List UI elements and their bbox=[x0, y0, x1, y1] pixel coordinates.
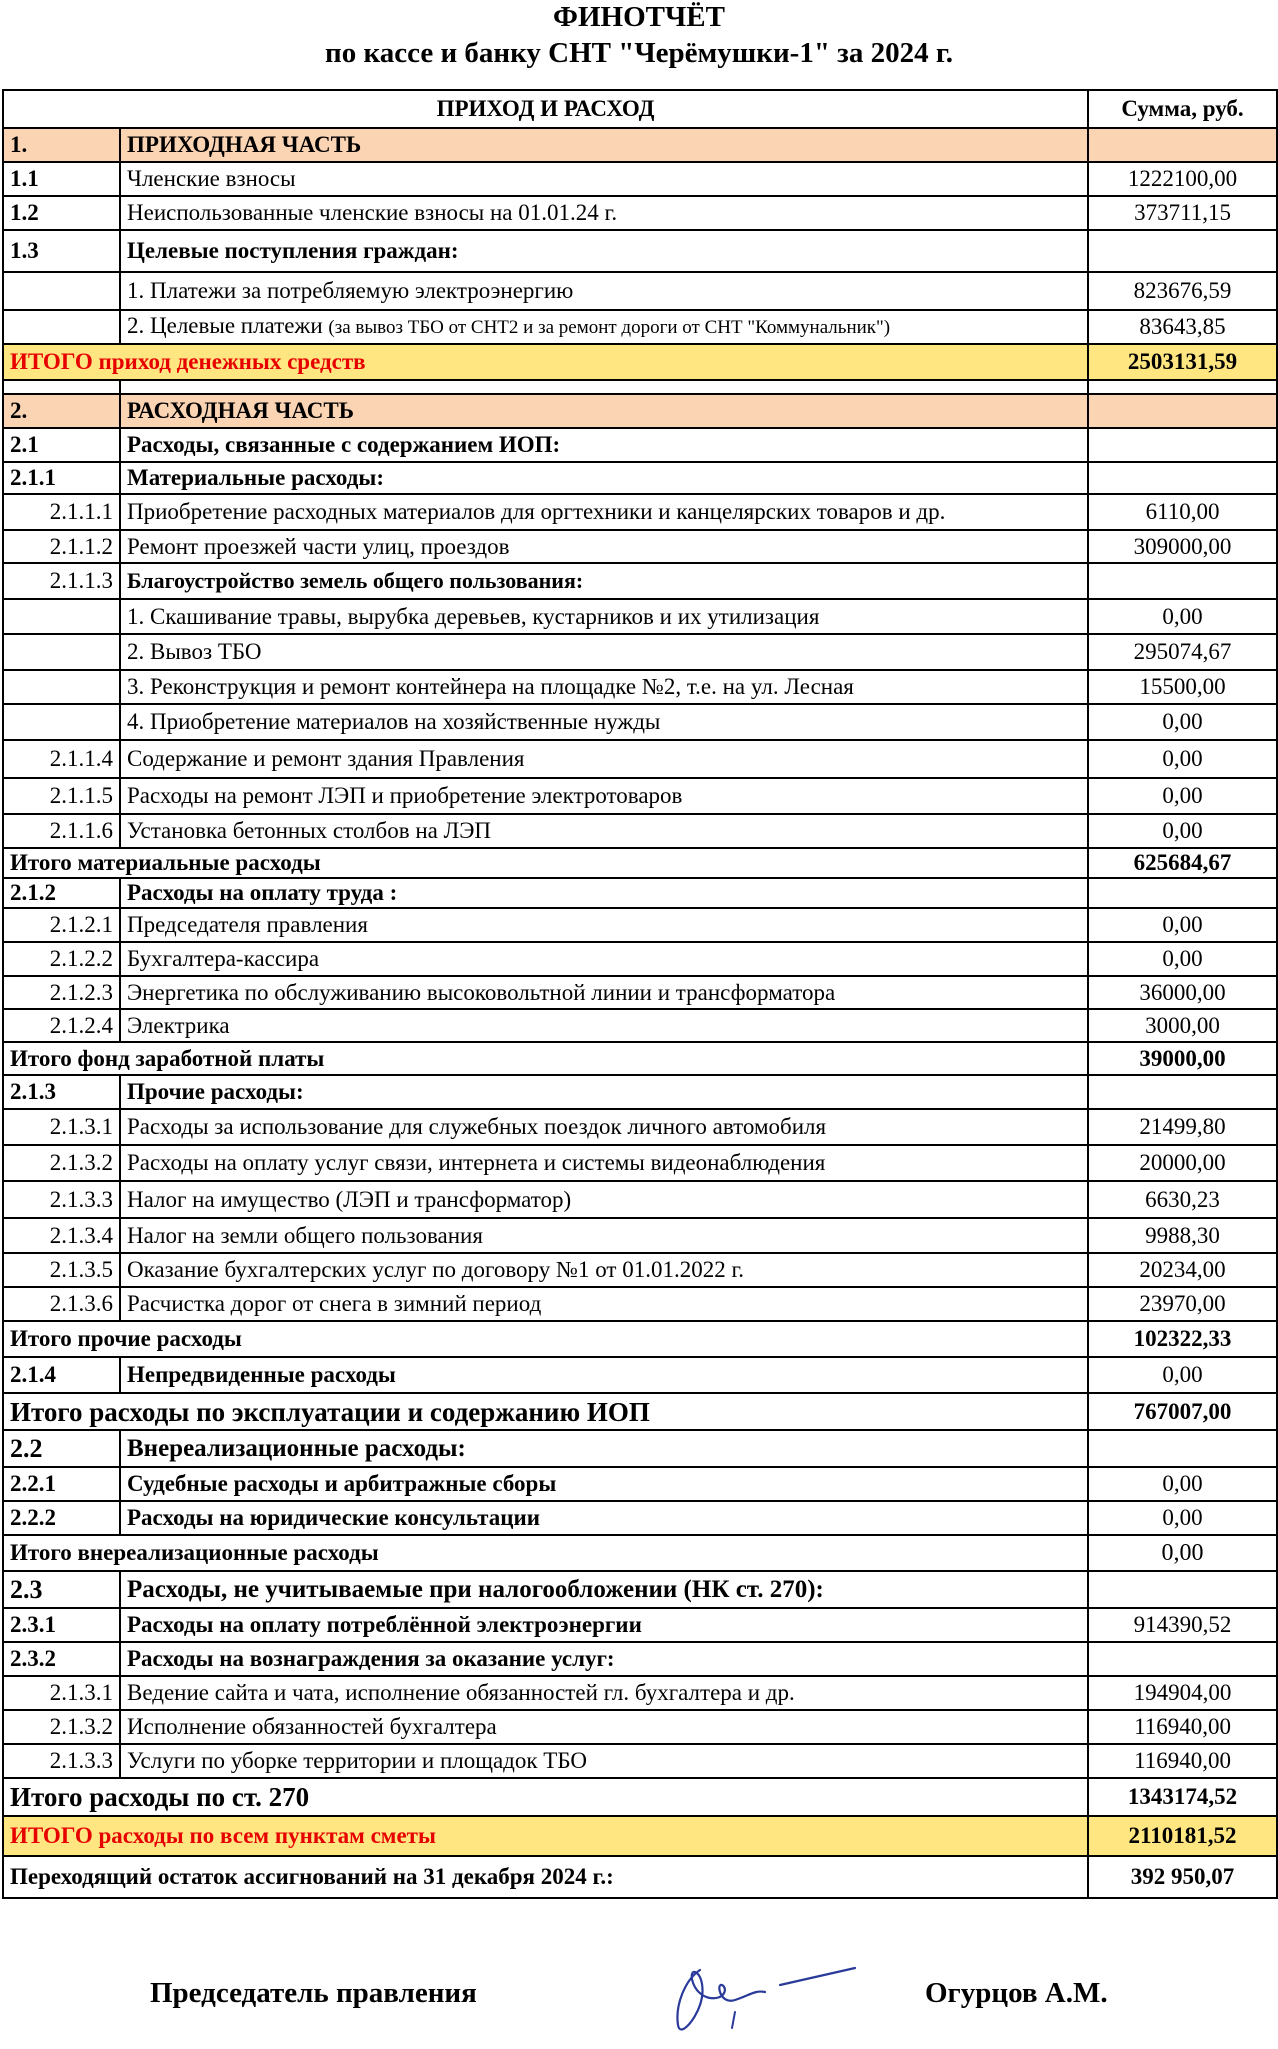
row-number: 2.1.2.1 bbox=[3, 908, 120, 942]
row-number: 2.1.3.5 bbox=[3, 1253, 120, 1287]
expense-total-amount: 2110181,52 bbox=[1088, 1816, 1277, 1856]
table-row bbox=[3, 1253, 1277, 1287]
income-total-label: ИТОГО приход денежных средств bbox=[3, 344, 1088, 380]
row-number: 2.2 bbox=[3, 1430, 120, 1467]
row-label: Расходы, связанные с содержанием ИОП: bbox=[120, 428, 1088, 462]
row-number: 2.1.3.1 bbox=[3, 1109, 120, 1145]
row-number: 2.1.3.3 bbox=[3, 1181, 120, 1218]
row-amount: 20000,00 bbox=[1088, 1145, 1277, 1181]
row-number bbox=[3, 310, 120, 344]
row-number: 2.1.2.4 bbox=[3, 1009, 120, 1042]
table-row bbox=[3, 494, 1277, 530]
row-amount: 309000,00 bbox=[1088, 530, 1277, 563]
table-row bbox=[3, 162, 1277, 196]
row-amount: 914390,52 bbox=[1088, 1608, 1277, 1642]
subsection-row bbox=[3, 462, 1277, 494]
row-label: Членские взносы bbox=[120, 162, 1088, 196]
table-row bbox=[3, 1287, 1277, 1321]
row-label: Расходы на оплату услуг связи, интернета и системы видеонаблюдения bbox=[120, 1145, 1088, 1181]
table-row bbox=[3, 272, 1277, 310]
row-amount: 0,00 bbox=[1088, 1357, 1277, 1393]
row-label: 1. Скашивание травы, вырубка деревьев, кустарников и их утилизация bbox=[120, 599, 1088, 634]
table-row bbox=[3, 814, 1277, 848]
row-amount bbox=[1088, 563, 1277, 599]
subtotal-label: Итого внереализационные расходы bbox=[3, 1535, 1088, 1571]
row-label: Неиспользованные членские взносы на 01.01.24 г. bbox=[120, 196, 1088, 230]
row-number: 2.1.2.3 bbox=[3, 976, 120, 1009]
row-label: Расходы на оплату потреблённой электроэнергии bbox=[120, 1608, 1088, 1642]
row-amount: 0,00 bbox=[1088, 908, 1277, 942]
row-amount: 194904,00 bbox=[1088, 1676, 1277, 1710]
row-amount bbox=[1088, 878, 1277, 908]
table-row bbox=[3, 704, 1277, 740]
row-number: 2.1.1.1 bbox=[3, 494, 120, 530]
row-amount: 823676,59 bbox=[1088, 272, 1277, 310]
table-row bbox=[3, 1181, 1277, 1218]
spacer-cell bbox=[1088, 380, 1277, 394]
row-label: Расходы на вознаграждения за оказание услуг: bbox=[120, 1642, 1088, 1676]
row-label: Ведение сайта и чата, исполнение обязанностей гл. бухгалтера и др. bbox=[120, 1676, 1088, 1710]
row-amount: 9988,30 bbox=[1088, 1218, 1277, 1253]
expense-total-row bbox=[3, 1816, 1277, 1856]
row-amount bbox=[1088, 462, 1277, 494]
table-row bbox=[3, 908, 1277, 942]
subtotal-amount: 1343174,52 bbox=[1088, 1778, 1277, 1816]
row-number: 2.3.2 bbox=[3, 1642, 120, 1676]
subtotal-row bbox=[3, 1042, 1277, 1075]
row-label: Расходы, не учитываемые при налогообложении (НК ст. 270): bbox=[120, 1571, 1088, 1608]
table-row bbox=[3, 976, 1277, 1009]
row-amount bbox=[1088, 1430, 1277, 1467]
row-label: Расходы на оплату труда : bbox=[120, 878, 1088, 908]
subtotal-label: Итого расходы по эксплуатации и содержанию ИОП bbox=[3, 1393, 1088, 1430]
row-amount: 3000,00 bbox=[1088, 1009, 1277, 1042]
row-label: Внереализационные расходы: bbox=[120, 1430, 1088, 1467]
row-amount: 23970,00 bbox=[1088, 1287, 1277, 1321]
row-label: Прочие расходы: bbox=[120, 1075, 1088, 1109]
subsection-row bbox=[3, 1075, 1277, 1109]
subtotal-label: Итого фонд заработной платы bbox=[3, 1042, 1088, 1075]
row-label: Непредвиденные расходы bbox=[120, 1357, 1088, 1393]
row-number: 2.2.2 bbox=[3, 1501, 120, 1535]
row-label: Бухгалтера-кассира bbox=[120, 942, 1088, 976]
row-amount bbox=[1088, 1642, 1277, 1676]
section-row-income bbox=[3, 128, 1277, 162]
row-label: Налог на земли общего пользования bbox=[120, 1218, 1088, 1253]
row-amount: 21499,80 bbox=[1088, 1109, 1277, 1145]
expense-total-label: ИТОГО расходы по всем пунктам сметы bbox=[3, 1816, 1088, 1856]
subsection-row bbox=[3, 1571, 1277, 1608]
row-number: 2.1.2.2 bbox=[3, 942, 120, 976]
row-amount: 373711,15 bbox=[1088, 196, 1277, 230]
row-label: Расходы на юридические консультации bbox=[120, 1501, 1088, 1535]
table-row bbox=[3, 563, 1277, 599]
row-number: 2.1.4 bbox=[3, 1357, 120, 1393]
signature-image bbox=[640, 1950, 870, 2045]
row-amount bbox=[1088, 230, 1277, 272]
page-subtitle: по кассе и банку СНТ "Черёмушки-1" за 2024 г. bbox=[325, 37, 953, 69]
subtotal-label: Итого материальные расходы bbox=[3, 848, 1088, 878]
table-row bbox=[3, 670, 1277, 704]
subtotal-row bbox=[3, 1778, 1277, 1816]
table-row bbox=[3, 1218, 1277, 1253]
table-row bbox=[3, 196, 1277, 230]
table-row bbox=[3, 1744, 1277, 1778]
row-label: Содержание и ремонт здания Правления bbox=[120, 740, 1088, 778]
row-amount: 0,00 bbox=[1088, 1501, 1277, 1535]
row-amount bbox=[1088, 1075, 1277, 1109]
table-header-row bbox=[3, 90, 1277, 128]
row-label: Материальные расходы: bbox=[120, 462, 1088, 494]
section-number: 2. bbox=[3, 394, 120, 428]
row-amount: 0,00 bbox=[1088, 942, 1277, 976]
row-label: Судебные расходы и арбитражные сборы bbox=[120, 1467, 1088, 1501]
subtotal-row bbox=[3, 1393, 1277, 1430]
row-amount: 36000,00 bbox=[1088, 976, 1277, 1009]
row-label: Председателя правления bbox=[120, 908, 1088, 942]
subsection-row bbox=[3, 878, 1277, 908]
table-row bbox=[3, 942, 1277, 976]
row-number: 1.1 bbox=[3, 162, 120, 196]
row-number bbox=[3, 670, 120, 704]
row-amount: 0,00 bbox=[1088, 1467, 1277, 1501]
signatory-name: Огурцов А.М. bbox=[925, 1977, 1108, 2009]
row-label: 3. Реконструкция и ремонт контейнера на площадке №2, т.е. на ул. Лесная bbox=[120, 670, 1088, 704]
row-number: 2.1 bbox=[3, 428, 120, 462]
section-amount bbox=[1088, 394, 1277, 428]
finance-table bbox=[2, 89, 1278, 1899]
spacer-cell bbox=[3, 380, 120, 394]
row-number bbox=[3, 704, 120, 740]
table-row bbox=[3, 230, 1277, 272]
row-amount: 15500,00 bbox=[1088, 670, 1277, 704]
subtotal-label: Итого расходы по ст. 270 bbox=[3, 1778, 1088, 1816]
subtotal-amount: 39000,00 bbox=[1088, 1042, 1277, 1075]
table-row bbox=[3, 740, 1277, 778]
balance-label: Переходящий остаток ассигнований на 31 декабря 2024 г.: bbox=[3, 1856, 1088, 1898]
section-amount bbox=[1088, 128, 1277, 162]
row-number: 2.1.3.6 bbox=[3, 1287, 120, 1321]
subtotal-row bbox=[3, 1535, 1277, 1571]
table-row bbox=[3, 1009, 1277, 1042]
row-number: 2.1.2 bbox=[3, 878, 120, 908]
table-row bbox=[3, 1145, 1277, 1181]
subsection-row bbox=[3, 428, 1277, 462]
income-total-amount: 2503131,59 bbox=[1088, 344, 1277, 380]
row-label bbox=[120, 310, 1088, 344]
table-row bbox=[3, 1501, 1277, 1535]
row-label: Электрика bbox=[120, 1009, 1088, 1042]
row-label: Оказание бухгалтерских услуг по договору №1 от 01.01.2022 г. bbox=[120, 1253, 1088, 1287]
subtotal-amount: 0,00 bbox=[1088, 1535, 1277, 1571]
row-number: 2.1.3.3 bbox=[3, 1744, 120, 1778]
row-label-main: 2. Целевые платежи bbox=[127, 313, 329, 338]
subsection-row bbox=[3, 1430, 1277, 1467]
table-row bbox=[3, 778, 1277, 814]
subtotal-label: Итого прочие расходы bbox=[3, 1321, 1088, 1357]
row-number: 2.1.1 bbox=[3, 462, 120, 494]
section-title: ПРИХОДНАЯ ЧАСТЬ bbox=[120, 128, 1088, 162]
table-row bbox=[3, 1608, 1277, 1642]
table-row bbox=[3, 599, 1277, 634]
subtotal-amount: 625684,67 bbox=[1088, 848, 1277, 878]
row-number: 2.1.1.2 bbox=[3, 530, 120, 563]
subtotal-amount: 102322,33 bbox=[1088, 1321, 1277, 1357]
row-label: Расчистка дорог от снега в зимний период bbox=[120, 1287, 1088, 1321]
row-label: Исполнение обязанностей бухгалтера bbox=[120, 1710, 1088, 1744]
table-row bbox=[3, 634, 1277, 670]
signatory-position: Председатель правления bbox=[150, 1977, 477, 2009]
subsection-row bbox=[3, 1642, 1277, 1676]
row-label: Услуги по уборке территории и площадок ТБО bbox=[120, 1744, 1088, 1778]
row-number: 2.1.1.5 bbox=[3, 778, 120, 814]
table-row bbox=[3, 1109, 1277, 1145]
row-amount: 0,00 bbox=[1088, 599, 1277, 634]
table-row bbox=[3, 1467, 1277, 1501]
subtotal-row bbox=[3, 1321, 1277, 1357]
row-label: Расходы на ремонт ЛЭП и приобретение электротоваров bbox=[120, 778, 1088, 814]
table-row bbox=[3, 1710, 1277, 1744]
row-label: 2. Вывоз ТБО bbox=[120, 634, 1088, 670]
row-number: 2.1.1.4 bbox=[3, 740, 120, 778]
row-amount: 1222100,00 bbox=[1088, 162, 1277, 196]
row-amount: 116940,00 bbox=[1088, 1744, 1277, 1778]
income-total-row bbox=[3, 344, 1277, 380]
row-number bbox=[3, 272, 120, 310]
row-amount: 83643,85 bbox=[1088, 310, 1277, 344]
row-number: 2.3.1 bbox=[3, 1608, 120, 1642]
table-row bbox=[3, 530, 1277, 563]
row-label: Целевые поступления граждан: bbox=[120, 230, 1088, 272]
row-label: 4. Приобретение материалов на хозяйственные нужды bbox=[120, 704, 1088, 740]
row-amount: 0,00 bbox=[1088, 740, 1277, 778]
section-row-expense bbox=[3, 394, 1277, 428]
row-number bbox=[3, 599, 120, 634]
row-label: Установка бетонных столбов на ЛЭП bbox=[120, 814, 1088, 848]
row-label: Налог на имущество (ЛЭП и трансформатор) bbox=[120, 1181, 1088, 1218]
table-row bbox=[3, 310, 1277, 344]
row-amount: 6630,23 bbox=[1088, 1181, 1277, 1218]
row-amount: 295074,67 bbox=[1088, 634, 1277, 670]
row-label: Приобретение расходных материалов для оргтехники и канцелярских товаров и др. bbox=[120, 494, 1088, 530]
balance-row bbox=[3, 1856, 1277, 1898]
row-number: 2.1.1.6 bbox=[3, 814, 120, 848]
column-header-amount: Сумма, руб. bbox=[1088, 90, 1277, 128]
spacer-cell bbox=[120, 380, 1088, 394]
subtotal-row bbox=[3, 848, 1277, 878]
row-amount: 0,00 bbox=[1088, 704, 1277, 740]
row-amount: 116940,00 bbox=[1088, 1710, 1277, 1744]
page-title: ФИНОТЧЁТ bbox=[553, 1, 725, 33]
row-amount bbox=[1088, 1571, 1277, 1608]
spacer-row bbox=[3, 380, 1277, 394]
row-amount: 6110,00 bbox=[1088, 494, 1277, 530]
row-number: 1.3 bbox=[3, 230, 120, 272]
row-amount bbox=[1088, 428, 1277, 462]
balance-amount: 392 950,07 bbox=[1088, 1856, 1277, 1898]
row-label-note: (за вывоз ТБО от СНТ2 и за ремонт дороги от СНТ "Коммунальник") bbox=[328, 317, 891, 338]
row-label: Ремонт проезжей части улиц, проездов bbox=[120, 530, 1088, 563]
row-number: 2.1.3.1 bbox=[3, 1676, 120, 1710]
row-number: 1.2 bbox=[3, 196, 120, 230]
row-number: 2.2.1 bbox=[3, 1467, 120, 1501]
section-number: 1. bbox=[3, 128, 120, 162]
row-label: Благоустройство земель общего пользования: bbox=[120, 563, 1088, 599]
row-amount: 0,00 bbox=[1088, 814, 1277, 848]
subtotal-amount: 767007,00 bbox=[1088, 1393, 1277, 1430]
section-title: РАСХОДНАЯ ЧАСТЬ bbox=[120, 394, 1088, 428]
row-number: 2.3 bbox=[3, 1571, 120, 1608]
row-number: 2.1.3.4 bbox=[3, 1218, 120, 1253]
row-label: Энергетика по обслуживанию высоковольтной линии и трансформатора bbox=[120, 976, 1088, 1009]
row-number: 2.1.3.2 bbox=[3, 1145, 120, 1181]
row-number: 2.1.1.3 bbox=[3, 563, 120, 599]
column-header-title: ПРИХОД И РАСХОД bbox=[3, 90, 1088, 128]
row-amount: 20234,00 bbox=[1088, 1253, 1277, 1287]
row-label: 1. Платежи за потребляемую электроэнергию bbox=[120, 272, 1088, 310]
row-number: 2.1.3 bbox=[3, 1075, 120, 1109]
table-row bbox=[3, 1357, 1277, 1393]
table-row bbox=[3, 1676, 1277, 1710]
row-amount: 0,00 bbox=[1088, 778, 1277, 814]
row-label: Расходы за использование для служебных поездок личного автомобиля bbox=[120, 1109, 1088, 1145]
row-number bbox=[3, 634, 120, 670]
row-number: 2.1.3.2 bbox=[3, 1710, 120, 1744]
